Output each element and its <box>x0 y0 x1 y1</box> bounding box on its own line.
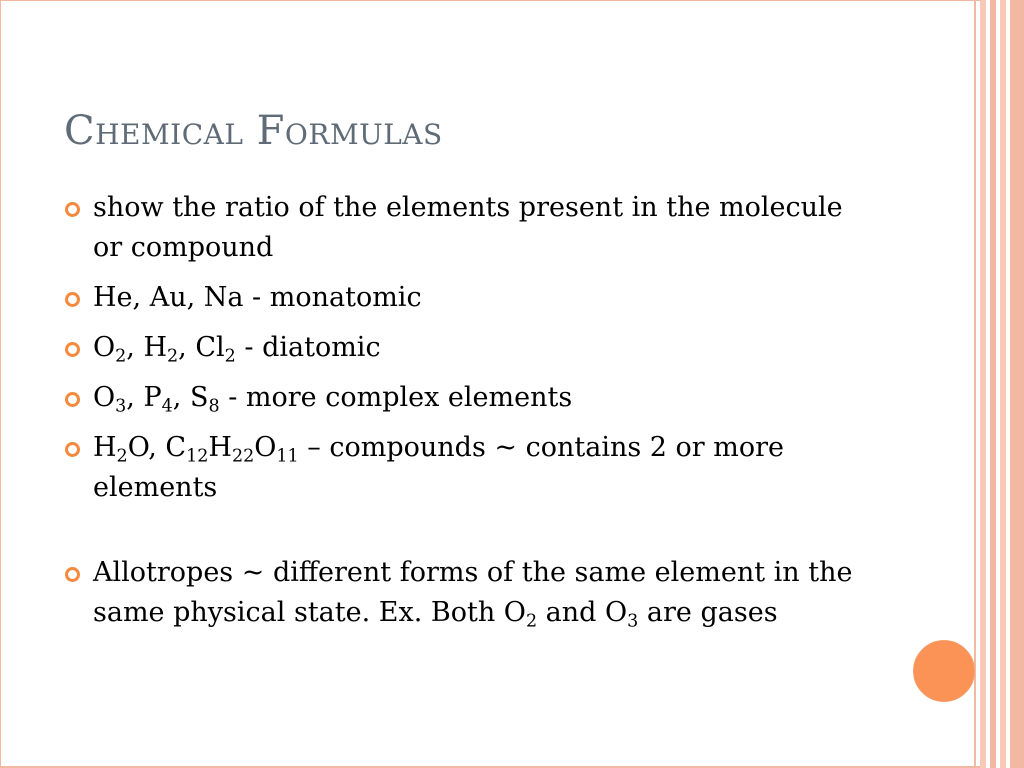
text-run: , Cl <box>178 332 225 363</box>
circle-bullet-icon <box>65 567 80 582</box>
bullet-item <box>64 428 864 508</box>
subscript: 12 <box>186 446 209 467</box>
subscript: 22 <box>231 446 255 467</box>
circle-bullet-icon <box>65 202 80 217</box>
text-run: and O <box>537 597 628 628</box>
subscript: 2 <box>115 346 127 367</box>
bullet-text <box>93 282 422 313</box>
text-run: show the ratio of the elements present in the molecule or compound <box>93 192 843 263</box>
circle-bullet-icon <box>65 342 80 357</box>
circle-bullet-icon <box>65 442 80 457</box>
text-run: - more complex elements <box>219 382 573 413</box>
orange-circle-icon <box>913 640 975 702</box>
right-stripe <box>1010 0 1024 768</box>
bullet-text <box>93 332 381 367</box>
text-run: He, Au, Na - monatomic <box>93 282 422 313</box>
text-run: H <box>208 432 232 463</box>
bullet-item <box>64 188 864 268</box>
bullet-item <box>64 553 864 633</box>
subscript: 2 <box>116 446 128 467</box>
bullet-item <box>64 328 864 368</box>
subscript: 3 <box>627 611 639 632</box>
bullet-item <box>64 378 864 418</box>
text-run: , S <box>172 382 209 413</box>
frame-top-border <box>0 0 1024 1</box>
text-run: are gases <box>638 597 778 628</box>
subscript: 11 <box>276 446 299 467</box>
bullet-list <box>64 188 864 643</box>
text-run: – compounds ~ contains 2 or more elements <box>93 432 785 503</box>
bullet-text <box>93 557 853 632</box>
text-run: - diatomic <box>235 332 381 363</box>
text-run: Allotropes ~ different forms of the same element in the same physical state. Ex. Both O <box>93 557 853 628</box>
subscript: 8 <box>208 396 220 417</box>
bullet-text <box>93 382 573 417</box>
text-run: , P <box>126 382 162 413</box>
bullet-item <box>64 278 864 318</box>
text-run: H <box>93 432 117 463</box>
slide-title: Chemical Formulas <box>64 108 443 154</box>
subscript: 2 <box>167 346 179 367</box>
circle-bullet-icon <box>65 292 80 307</box>
text-run: O, C <box>127 432 187 463</box>
subscript: 3 <box>115 396 127 417</box>
subscript: 2 <box>525 611 538 632</box>
bullet-text <box>93 432 784 503</box>
text-run: , H <box>126 332 168 363</box>
text-run: O <box>93 332 116 363</box>
subscript: 4 <box>161 396 173 417</box>
text-run: O <box>93 382 116 413</box>
bullet-text <box>93 192 843 263</box>
frame-left-border <box>0 0 1 768</box>
text-run: O <box>254 432 277 463</box>
subscript: 2 <box>224 346 236 367</box>
circle-bullet-icon <box>65 392 80 407</box>
right-stripe <box>974 0 976 768</box>
